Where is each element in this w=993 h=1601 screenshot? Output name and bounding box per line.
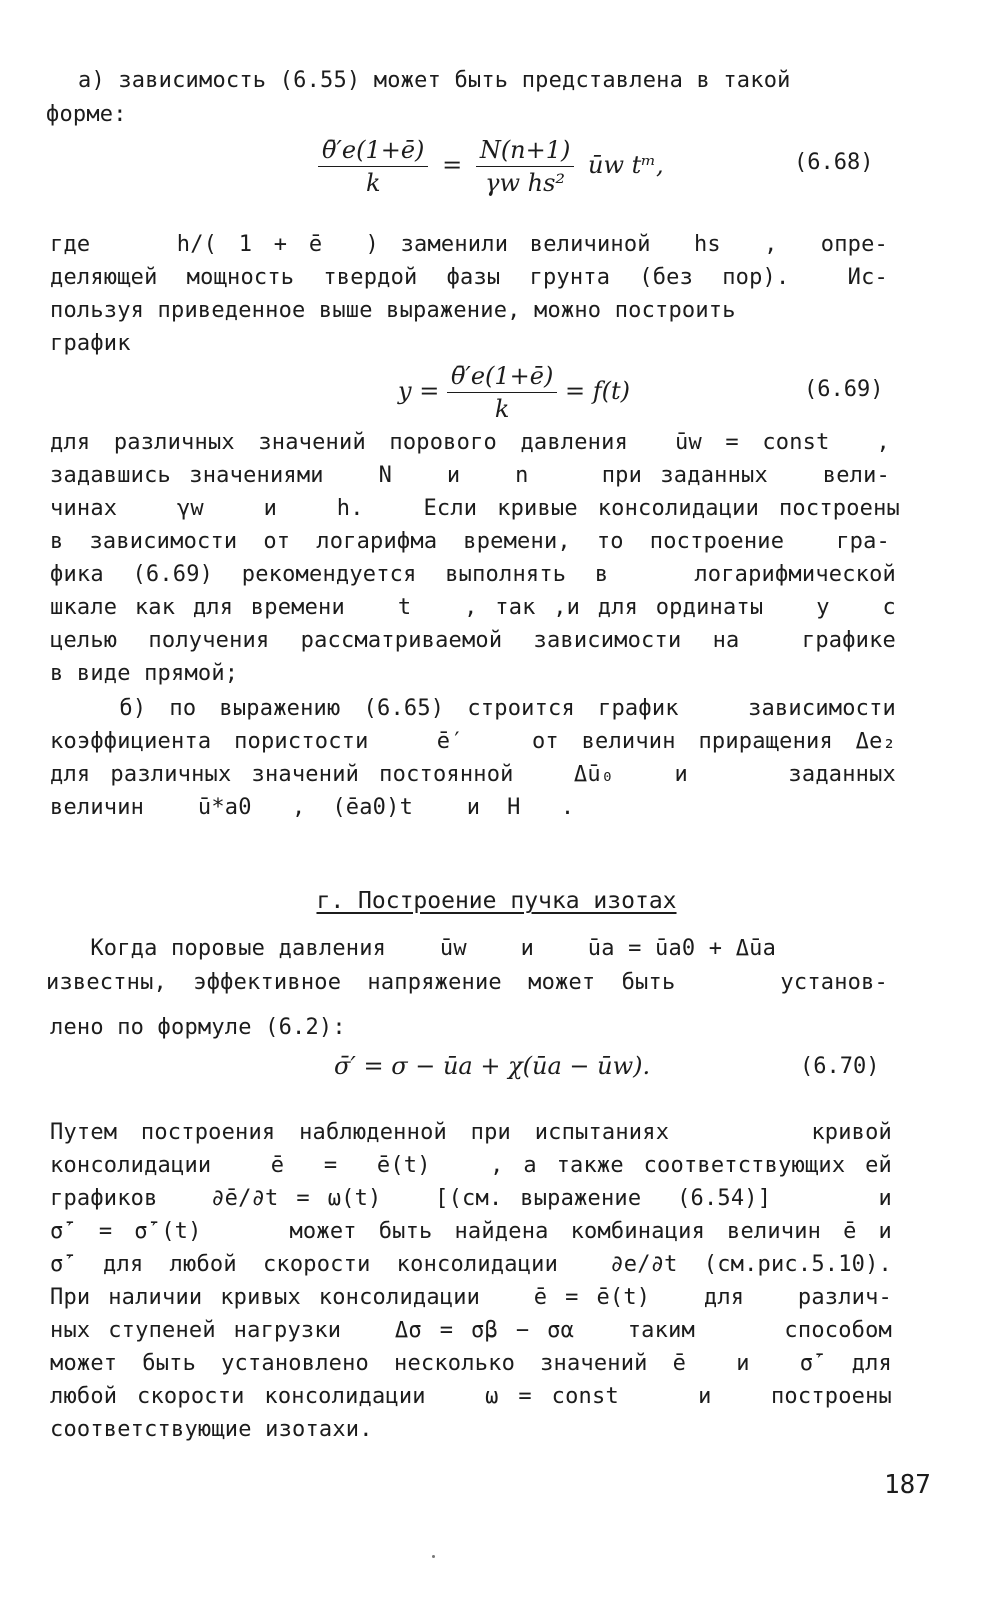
scan-dot bbox=[432, 1555, 435, 1558]
text-line: ных ступеней нагрузки Δσ = σβ − σα таким способом bbox=[50, 1318, 892, 1343]
eq-6-69-fraction bbox=[447, 362, 557, 423]
eq-6-68-lhs-fraction bbox=[318, 136, 428, 197]
equation-number: (6.69) bbox=[804, 377, 884, 402]
eq-6-68-lhs-numerator: θ̄′e(1+ē) bbox=[318, 136, 428, 167]
text-line: где h/( 1 + ē ) заменили величиной hs , опре- bbox=[50, 232, 888, 257]
eq-6-68-rhs-denominator: γw hs² bbox=[485, 169, 566, 197]
equation-6-70: σ̄′ = σ − ūa + χ(ūa − ūw). bbox=[334, 1052, 651, 1080]
text-line: целью получения рассматриваемой зависимости на графике bbox=[50, 628, 896, 653]
text-line: для различных значений порового давления ūw = const , bbox=[50, 430, 890, 455]
text-line: график bbox=[50, 331, 131, 356]
equation-6-69 bbox=[398, 362, 630, 423]
text-line: величин ū*a0 , (ēa0)t и H . bbox=[50, 795, 575, 820]
text-line: σ̄′ = σ̄′(t) может быть найдена комбинация величин ē и bbox=[50, 1219, 892, 1244]
text-line: графиков ∂ē/∂t = ω(t) [(см. выражение (6.54)] и bbox=[50, 1186, 892, 1211]
equation-6-68 bbox=[318, 136, 664, 197]
text-line: в виде прямой; bbox=[50, 661, 239, 686]
section-heading-text: г. Построение пучка изотах bbox=[316, 888, 677, 914]
eq-6-68-rhs-numerator: N(n+1) bbox=[476, 136, 575, 167]
text-line: Путем построения наблюденной при испытаниях кривой bbox=[50, 1120, 892, 1145]
text-line: фика (6.69) рекомендуется выполнять в логарифмической bbox=[50, 562, 896, 587]
eq-6-68-rhs-fraction bbox=[476, 136, 575, 197]
eq-6-69-denominator: k bbox=[494, 395, 510, 423]
text-line: коэффициента пористости ē′ от величин приращения Δe₂ bbox=[50, 729, 896, 754]
text-line: шкале как для времени t , так ,и для ординаты y с bbox=[50, 595, 896, 620]
eq-6-68-lhs-denominator: k bbox=[365, 169, 381, 197]
text-line: форме: bbox=[46, 102, 127, 127]
page-number: 187 bbox=[884, 1470, 931, 1500]
equation-number: (6.68) bbox=[794, 150, 874, 175]
eq-6-69-rhs: = f(t) bbox=[565, 377, 630, 405]
eq-6-68-equals-sign: = bbox=[442, 151, 463, 179]
text-line: Когда поровые давления ūw и ūa = ūa0 + Δūa bbox=[50, 936, 777, 961]
text-line: чинах γw и h. Если кривые консолидации построены bbox=[50, 496, 900, 521]
text-line: При наличии кривых консолидации ē = ē(t) для различ- bbox=[50, 1285, 892, 1310]
text-line: σ̄′ для любой скорости консолидации ∂e/∂t (см.рис.5.10). bbox=[50, 1252, 892, 1277]
text-line: соответствующие изотахи. bbox=[50, 1417, 373, 1442]
text-line: лено по формуле (6.2): bbox=[50, 1015, 346, 1040]
text-line: б) по выражению (6.65) строится график зависимости bbox=[50, 696, 896, 721]
text-line: задавшись значениями N и n при заданных вели- bbox=[50, 463, 890, 488]
eq-6-69-numerator: θ̄′e(1+ē) bbox=[447, 362, 557, 393]
text-line: деляющей мощность твердой фазы грунта (без пор). Ис- bbox=[50, 265, 888, 290]
text-line: пользуя приведенное выше выражение, можно построить bbox=[50, 298, 736, 323]
text-line: может быть установлено несколько значений ē и σ̄′ для bbox=[50, 1351, 892, 1376]
eq-6-69-lhs: y = bbox=[398, 377, 440, 405]
text-line: в зависимости от логарифма времени, то построение гра- bbox=[50, 529, 890, 554]
text-line: а) зависимость (6.55) может быть представлена в такой bbox=[78, 68, 791, 93]
text-line: известны, эффективное напряжение может быть установ- bbox=[46, 970, 888, 995]
section-heading bbox=[0, 886, 993, 916]
eq-6-68-rhs-tail: ūw tᵐ, bbox=[588, 151, 664, 179]
text-line: любой скорости консолидации ω = const и построены bbox=[50, 1384, 892, 1409]
text-line: консолидации ē = ē(t) , а также соответствующих ей bbox=[50, 1153, 892, 1178]
text-line: для различных значений постоянной Δū₀ и заданных bbox=[50, 762, 896, 787]
equation-number: (6.70) bbox=[800, 1054, 880, 1079]
